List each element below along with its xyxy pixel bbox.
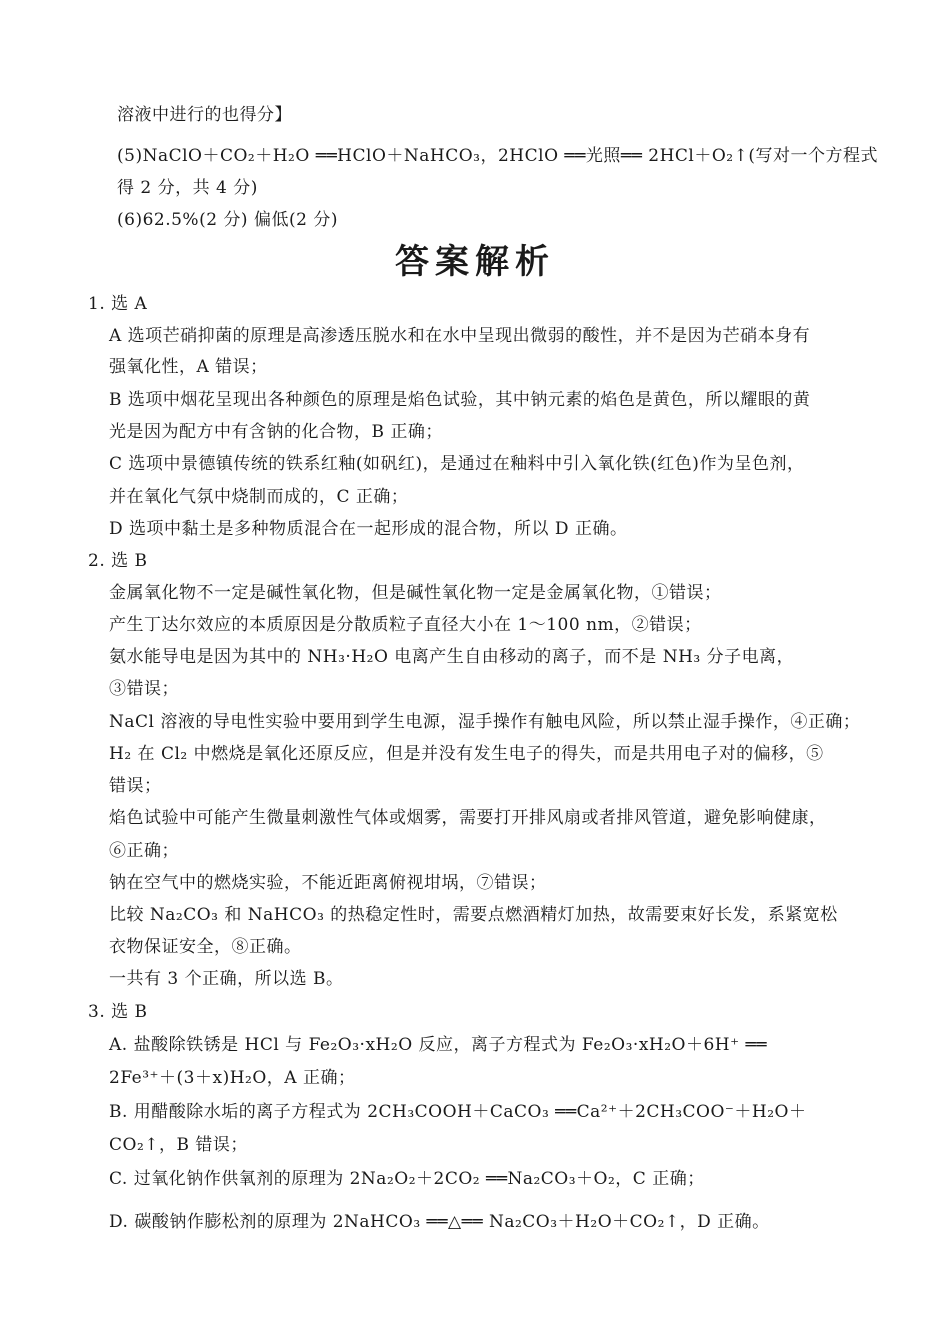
q3-line: CO₂↑，B 错误；	[109, 1135, 248, 1155]
q3-line: D. 碳酸钠作膨松剂的原理为 2NaHCO₃ ══△══ Na₂CO₃＋H₂O＋CO₂↑，D 正确。	[109, 1212, 770, 1232]
q2-line: 钠在空气中的燃烧实验，不能近距离俯视坩埚，⑦错误；	[109, 873, 547, 893]
q1-line: D 选项中黏土是多种物质混合在一起形成的混合物，所以 D 正确。	[109, 519, 628, 539]
q1-heading: 1. 选 A	[88, 294, 148, 314]
q1-line: 并在氧化气氛中烧制而成的，C 正确；	[109, 487, 409, 507]
q3-line: B. 用醋酸除水垢的离子方程式为 2CH₃COOH＋CaCO₃ ══Ca²⁺＋2CH₃COO⁻＋H₂O＋	[109, 1102, 807, 1122]
q2-line: ③错误；	[109, 679, 179, 699]
q1-line: 强氧化性，A 错误；	[109, 357, 268, 377]
q2-line: 金属氧化物不一定是碱性氧化物，但是碱性氧化物一定是金属氧化物，①错误；	[109, 583, 722, 603]
q1-line: 光是因为配方中有含钠的化合物，B 正确；	[109, 422, 443, 442]
q2-heading: 2. 选 B	[88, 551, 148, 571]
header-line-2: (5)NaClO＋CO₂＋H₂O ══HClO＋NaHCO₃，2HClO ══光照══ 2HCl＋O₂↑(写对一个方程式	[117, 146, 878, 166]
q3-line: C. 过氧化钠作供氧剂的原理为 2Na₂O₂＋2CO₂ ══Na₂CO₃＋O₂，C 正确；	[109, 1169, 705, 1189]
header-line-1: 溶液中进行的也得分】	[117, 105, 292, 125]
q1-line: B 选项中烟花呈现出各种颜色的原理是焰色试验，其中钠元素的焰色是黄色，所以耀眼的黄	[109, 390, 811, 410]
q1-line: A 选项芒硝抑菌的原理是高渗透压脱水和在水中呈现出微弱的酸性，并不是因为芒硝本身有	[109, 326, 811, 346]
q2-line: 氨水能导电是因为其中的 NH₃·H₂O 电离产生自由移动的离子，而不是 NH₃ 分子电离，	[109, 647, 795, 667]
q3-line: A. 盐酸除铁锈是 HCl 与 Fe₂O₃·xH₂O 反应，离子方程式为 Fe₂O₃·xH₂O＋6H⁺ ══	[109, 1035, 767, 1055]
q2-line: 比较 Na₂CO₃ 和 NaHCO₃ 的热稳定性时，需要点燃酒精灯加热，故需要束好长发，系紧宽松	[109, 905, 838, 925]
q2-line: ⑥正确；	[109, 841, 179, 861]
header-line-3: 得 2 分，共 4 分)	[117, 178, 258, 198]
q2-line: 衣物保证安全，⑧正确。	[109, 937, 302, 957]
q2-line: 焰色试验中可能产生微量刺激性气体或烟雾，需要打开排风扇或者排风管道，避免影响健康，	[109, 808, 827, 828]
q2-line: 产生丁达尔效应的本质原因是分散质粒子直径大小在 1～100 nm，②错误；	[109, 615, 702, 635]
q1-line: C 选项中景德镇传统的铁系红釉(如矾红)，是通过在釉料中引入氧化铁(红色)作为呈色剂，	[109, 454, 805, 474]
q2-line: 一共有 3 个正确，所以选 B。	[109, 969, 344, 989]
header-line-4: (6)62.5%(2 分) 偏低(2 分)	[117, 210, 338, 230]
q3-line: 2Fe³⁺＋(3＋x)H₂O，A 正确；	[109, 1068, 356, 1088]
q2-line: H₂ 在 Cl₂ 中燃烧是氧化还原反应，但是并没有发生电子的得失，而是共用电子对的偏移，⑤	[109, 744, 824, 764]
q3-heading: 3. 选 B	[88, 1002, 148, 1022]
page-title: 答案解析	[395, 242, 555, 282]
q2-line: 错误；	[109, 776, 162, 796]
q2-line: NaCl 溶液的导电性实验中要用到学生电源，湿手操作有触电风险，所以禁止湿手操作，④正确；	[109, 712, 861, 732]
